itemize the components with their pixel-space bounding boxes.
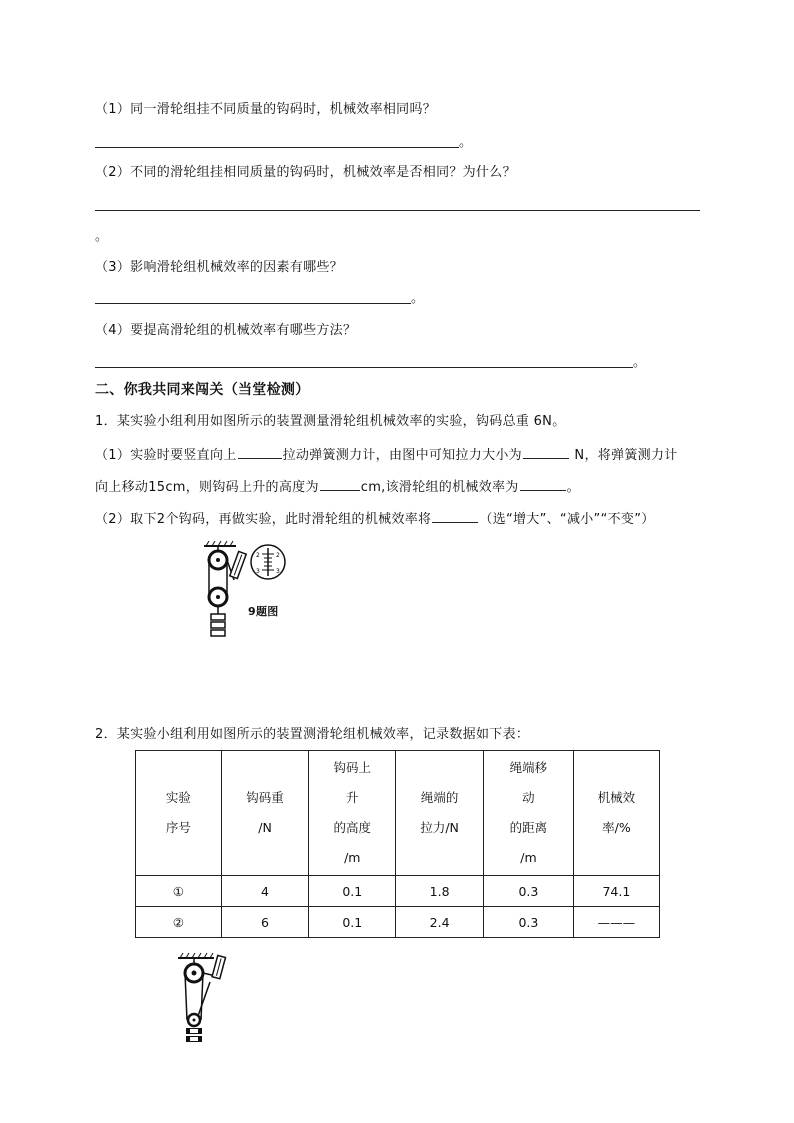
cell-rise: 0.1 (309, 876, 396, 907)
problem-1-text-g: （2）取下2个钩码，再做实验，此时滑轮组的机械效率将 (95, 512, 432, 527)
cell-distance: 0.3 (484, 876, 574, 907)
header-efficiency: 机械效 率/% (573, 751, 659, 876)
table-row (136, 876, 660, 907)
pulley-figure-1 (196, 540, 296, 652)
cell-efficiency[interactable]: ——— (573, 907, 659, 938)
cell-trial: ① (136, 876, 222, 907)
header-weight: 钩码重 /N (221, 751, 309, 876)
question-4: （4）要提高滑轮组的机械效率有哪些方法？ (95, 323, 357, 338)
blank-pull-force[interactable] (523, 446, 569, 459)
question-3: （3）影响滑轮组机械效率的因素有哪些？ (95, 260, 343, 275)
table-row (136, 907, 660, 938)
cell-force: 2.4 (396, 907, 484, 938)
cell-rise: 0.1 (309, 907, 396, 938)
cell-weight: 6 (221, 907, 309, 938)
question-1: （1）同一滑轮组挂不同质量的钩码时，机械效率相同吗？ (95, 102, 437, 117)
scale-mark-right-2: 2 (276, 552, 280, 559)
blank-efficiency[interactable] (520, 478, 566, 491)
cell-weight: 4 (221, 876, 309, 907)
scale-mark-right-3: 3 (276, 568, 280, 575)
problem-1-intro: 1．某实验小组利用如图所示的装置测量滑轮组机械效率的实验，钩码总重 6N。 (95, 414, 566, 429)
problem-1-text-e: cm,该滑轮组的机械效率为 (360, 480, 519, 495)
blank-pull-direction[interactable] (238, 446, 282, 459)
problem-1-line-3 (95, 510, 655, 528)
cell-distance: 0.3 (484, 907, 574, 938)
pulley-diagram-9 (196, 540, 296, 652)
problem-1-text-a: （1）实验时要竖直向上 (95, 448, 237, 463)
answer-line-2[interactable] (95, 210, 700, 211)
answer-line-3[interactable] (95, 303, 411, 304)
data-table (135, 750, 660, 938)
header-rope-distance: 绳端移 动 的距离 /m (484, 751, 574, 876)
problem-1-text-b: 拉动弹簧测力计，由图中可知拉力大小为 (282, 448, 522, 463)
blank-efficiency-change[interactable] (432, 510, 478, 523)
cell-efficiency: 74.1 (573, 876, 659, 907)
pulley-figure-2 (176, 952, 236, 1048)
scale-mark-left-2: 2 (256, 552, 260, 559)
problem-1-line-1 (95, 446, 678, 464)
answer-2-end: 。 (95, 229, 109, 244)
answer-3-end: 。 (411, 291, 425, 306)
problem-1-line-2 (95, 478, 580, 496)
answer-4-end: 。 (633, 355, 647, 370)
question-2: （2）不同的滑轮组挂相同质量的钩码时，机械效率是否相同？为什么？ (95, 165, 516, 180)
figure-1-caption: 9题图 (248, 605, 279, 618)
section-2-title: 二、你我共同来闯关（当堂检测） (95, 382, 310, 398)
problem-1-text-f: 。 (566, 480, 580, 495)
answer-1-end: 。 (459, 135, 473, 150)
answer-line-1[interactable] (95, 147, 459, 148)
header-trial-no: 实验 序号 (136, 751, 222, 876)
scale-mark-left-3: 3 (256, 568, 260, 575)
problem-1-text-c: N，将弹簧测力计 (569, 448, 678, 463)
blank-rise-height[interactable] (320, 478, 360, 491)
table-header-row (136, 751, 660, 876)
answer-line-4[interactable] (95, 367, 633, 368)
problem-1-text-h: （选“增大”、“减小”“不变”） (479, 512, 655, 527)
header-rise-height: 钩码上 升 的高度 /m (309, 751, 396, 876)
problem-1-text-d: 向上移动15cm，则钩码上升的高度为 (95, 480, 319, 495)
cell-trial: ② (136, 907, 222, 938)
pulley-diagram-2 (176, 952, 236, 1048)
problem-2-intro: 2．某实验小组利用如图所示的装置测滑轮组机械效率，记录数据如下表： (95, 727, 530, 742)
header-pull-force: 绳端的 拉力/N (396, 751, 484, 876)
cell-force: 1.8 (396, 876, 484, 907)
